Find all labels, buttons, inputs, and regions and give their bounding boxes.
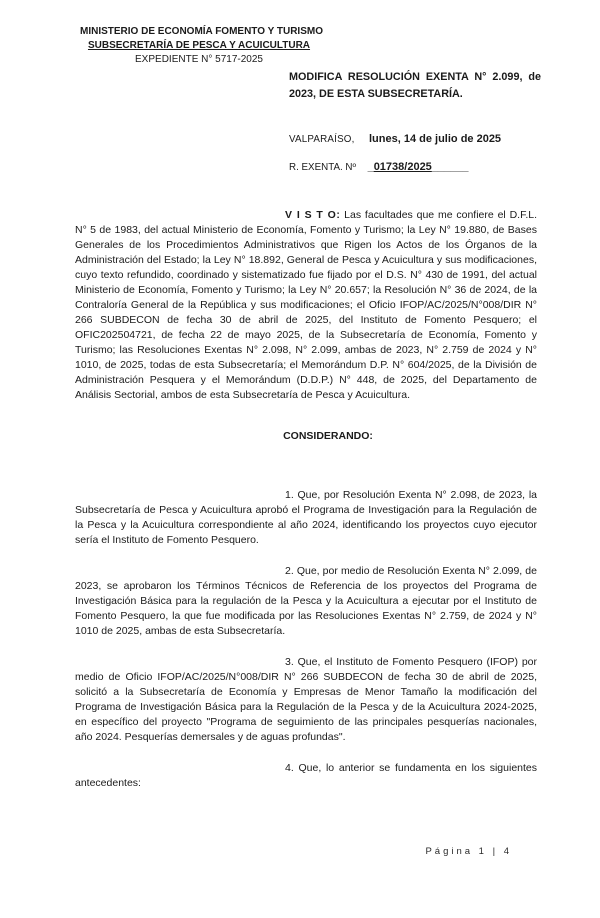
resolution-subject: MODIFICA RESOLUCIÓN EXENTA N° 2.099, de 2023, DE ESTA SUBSECRETARÍA. [289, 71, 541, 100]
considerando-heading: CONSIDERANDO: [283, 430, 373, 442]
considerando-paragraph-1: 1. Que, por Resolución Exenta N° 2.098, de 2023, la Subsecretaría de Pesca y Acuicultura aprobó el Programa de Investigación para la Regulación de la Pesca y la Acuicultura correspondiente al año 2024, identificando los proyectos cuyo ejecutor sería el Instituto de Fomento Pesquero. [75, 489, 537, 546]
expediente-number: EXPEDIENTE N° 5717-2025 [135, 54, 263, 65]
document-body [75, 208, 537, 807]
considerando-paragraph-2: 2. Que, por medio de Resolución Exenta N° 2.099, de 2023, se aprobaron los Términos Técnicos de Referencia de los proyectos del Programa de Investigación Básica para la regulación de la Pesca y la Acuicultura a ejecutar por el Instituto de Fomento Pesquero, la que fue modificada por las Resoluciones Exentas N° 2.759, de 2024 y N° 1010 de 2025, ambas de esta Subsecretaría. [75, 565, 537, 637]
place-label: VALPARAÍSO, [289, 134, 355, 145]
visto-text: Las facultades que me confiere el D.F.L. N° 5 de 1983, del actual Ministerio de Economía, Fomento y Turismo; la Ley N° 19.880, de Bases Generales de los Procedimientos Administrativos que Rigen los Actos de los Órganos de la Administración del Estado; la Ley N° 18.892, General de Pesca y Acuicultura y sus modificaciones, cuyo texto refundido, coordinado y sistematizado fue fijado por el D.S. N° 430 de 1991, del actual Ministerio de Economía, Fomento y Turismo; la Ley N° 20.657; la Resolución N° 36 de 2024, de la Contraloría General de la República y sus modificaciones; el Oficio IFOP/AC/2025/N°008/DIR N° 266 SUBDECON de fecha 30 de abril de 2025, del Instituto de Fomento Pesquero; el OFIC202504721, de fecha 22 de mayo 2025, de la Subsecretaría de Economía, Fomento y Turismo; las Resoluciones Exentas N° 2.098, N° 2.099, ambas de 2023, N° 2.759 de 2024 y N° 1010, de 2025, todas de esta Subsecretaría; el Memorándum D.P. N° 604/2025, de la División de Administración Pesquera y el Memorándum (D.D.P.) N° 448, de 2025, del Departamento de Análisis Sectorial, ambos de esta Subsecretaría de Pesca y Acuicultura. [75, 209, 537, 401]
considerando-paragraph-3: 3. Que, el Instituto de Fomento Pesquero (IFOP) por medio de Oficio IFOP/AC/2025/N°008/DIR N° 266 SUBDECON de fecha 30 de abril de 2025, solicitó a la Subsecretaría de Economía y Empresas de Menor Tamaño la modificación del Programa de Investigación Básica para la Regulación de la Pesca y de la Acuicultura 2024-2025, en específico del proyecto "Programa de seguimiento de las principales pesquerías nacionales, año 2024. Pesquerías demersales y de aguas profundas". [75, 656, 537, 743]
letterhead [80, 25, 323, 67]
resolution-number-label: R. EXENTA. Nº [289, 162, 357, 173]
subsecretaria-name: SUBSECRETARÍA DE PESCA Y ACUICULTURA [87, 40, 311, 51]
resolution-number-line [289, 161, 469, 173]
page-number-indicator: Página 1 | 4 [425, 846, 512, 857]
underscore-prefix: _ [367, 161, 374, 173]
date-value: lunes, 14 de julio de 2025 [369, 133, 502, 145]
underscore-suffix: ______ [431, 161, 469, 173]
ministry-name: MINISTERIO DE ECONOMÍA FOMENTO Y TURISMO [80, 26, 323, 37]
visto-label: V I S T O: [285, 209, 341, 221]
resolution-number-value: 01738/2025 [373, 161, 432, 173]
considerando-paragraph-4: 4. Que, lo anterior se fundamenta en los siguientes antecedentes: [75, 762, 537, 789]
place-date-line [289, 129, 501, 147]
visto-paragraph [75, 208, 537, 403]
